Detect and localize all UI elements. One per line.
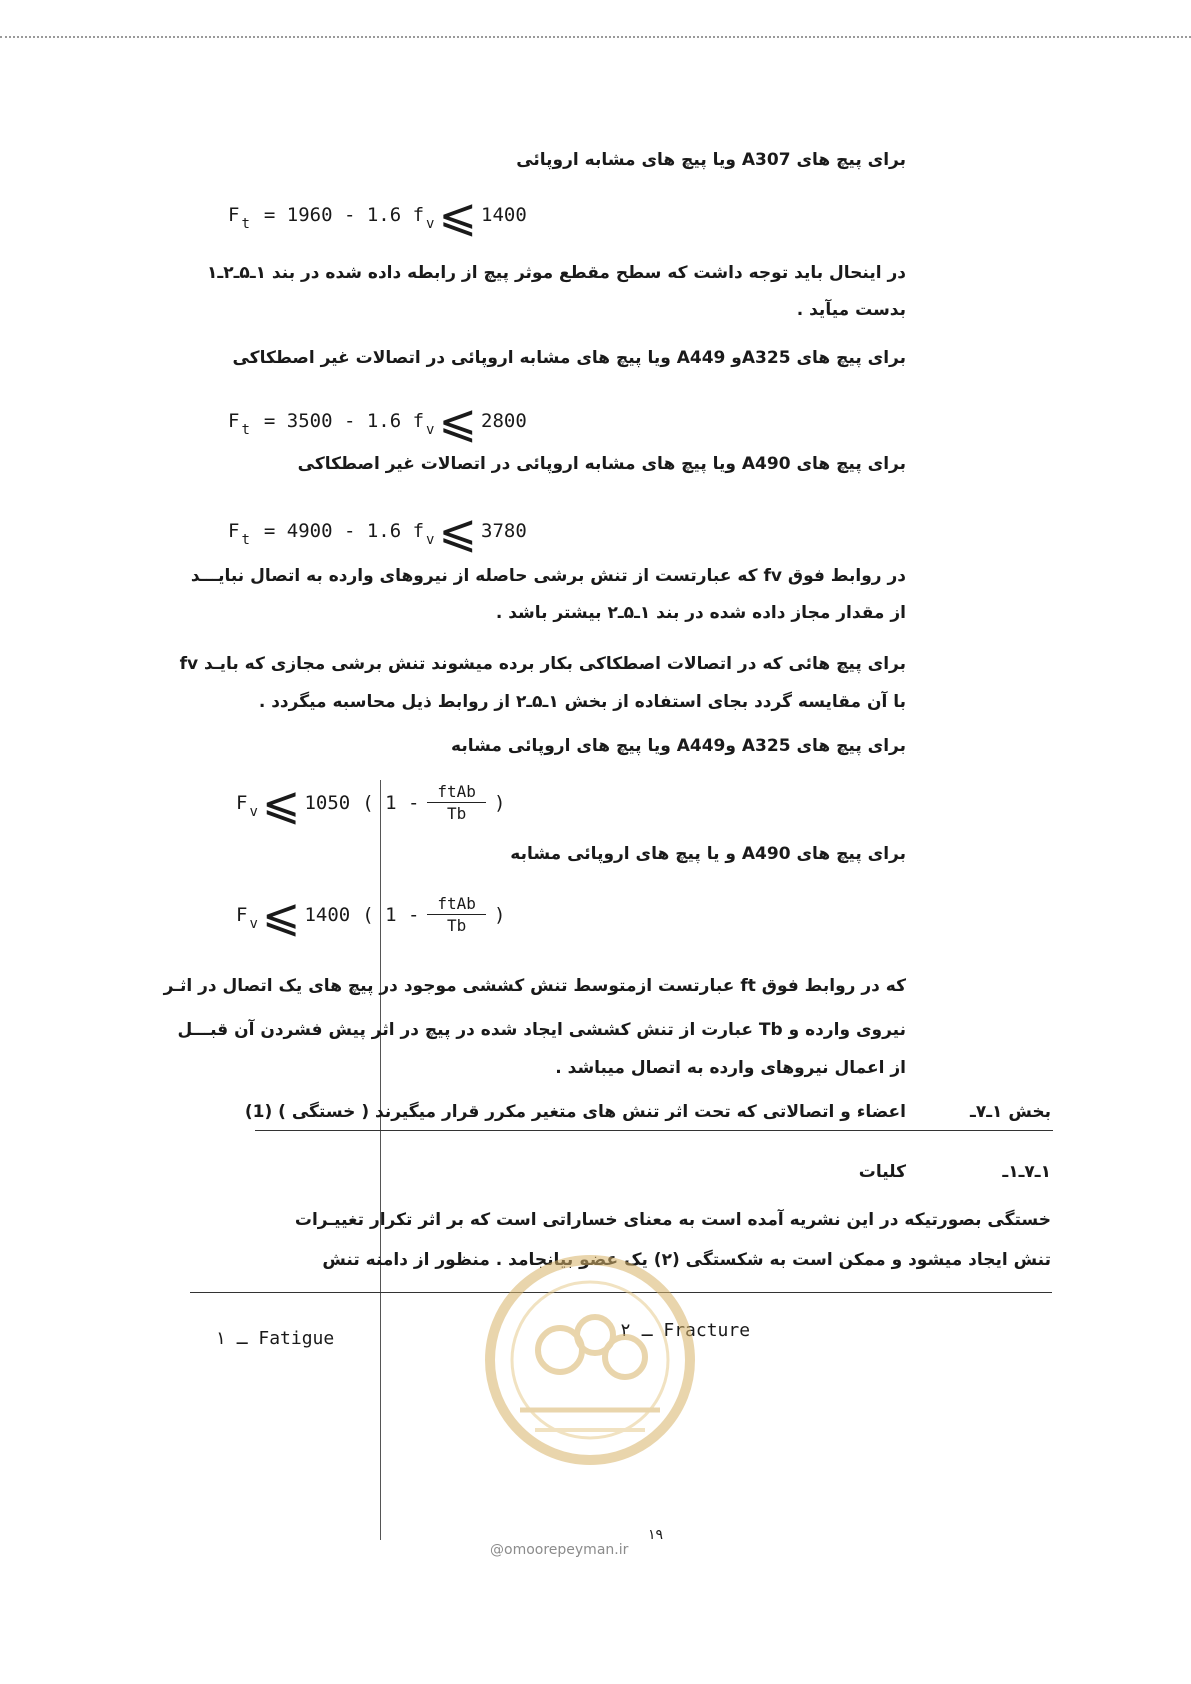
para-a325-friction: برای پیچ های A325 وA449 ویا پیچ های اروپائی مشابه: [451, 736, 906, 756]
section-underline: [255, 1130, 1053, 1131]
para-tb-def: نیروی وارده و Tb عبارت از تنش کششی ایجاد شده در پیچ در اثر پیش فشردن آن قبـــل: [177, 1020, 906, 1040]
top-scan-border: [0, 36, 1191, 38]
para-fv-def: در روابط فوق fv که عبارتست از تنش برشی حاصله از نیروهای وارده به اتصال نبایـــد: [190, 566, 906, 586]
para-fatigue-cont: تنش ایجاد میشود و ممکن است به شکستگی (۲) یک عضو بیانجامد . منظور از دامنه تنش: [322, 1250, 1051, 1270]
less-equal-sign: ⩽: [438, 188, 478, 242]
equation-ft-a325: F t = 3500 - 1.6 f v ⩽ 2800: [228, 394, 527, 448]
equation-ft-a307: F t = 1960 - 1.6 f v ⩽ 1400: [228, 188, 527, 242]
para-fv-def-cont: از مقدار مجاز داده شده در بند ۱ـ۵ـ۲ بیشتر باشد .: [495, 603, 906, 623]
footnote-fracture: ۲ ـ Fracture: [620, 1320, 751, 1341]
para-fatigue: خستگی بصورتیکه در این نشریه آمده است به معنای خساراتی است که بر اثر تکرار تغییـرات: [294, 1210, 1051, 1230]
para-a490-friction: برای پیچ های A490 و یا پیچ های اروپائی مشابه: [510, 844, 906, 864]
subsection-number: ۱ـ۷ـ۱ـ: [1002, 1162, 1051, 1182]
para-a325: برای پیچ های A325و A449 ویا پیچ های مشابه اروپائی در اتصالات غیر اصطکاکی: [232, 348, 906, 368]
para-friction: برای پیچ هائی که در اتصالات اصطکاکی بکار برده میشوند تنش برشی مجازی که بایـد fv: [179, 654, 906, 674]
para-friction-cont: با آن مقایسه گردد بجای استفاده از بخش ۱ـ۵ـ۲ از روابط ذیل محاسبه میگردد .: [258, 692, 906, 712]
para-tb-def-cont: از اعمال نیروهای وارده به اتصال میباشد .: [555, 1058, 906, 1078]
equation-fv-a490: F v ⩽ 1400 ( 1 - $\frac{\text{ftAb}}{Tb}$ ): [236, 888, 506, 942]
section-heading: اعضاء و اتصالاتی که تحت اثر تنش های متغیر مکرر قرار میگیرند ( خستگی ) (1): [244, 1102, 906, 1122]
subsection-title: کلیات: [858, 1162, 906, 1182]
para-a490: برای پیچ های A490 ویا پیچ های مشابه اروپائی در اتصالات غیر اصطکاکی: [297, 454, 906, 474]
watermark-logo-icon: [480, 1245, 700, 1475]
para-a307: برای پیچ های A307 ویا پیچ های مشابه اروپائی: [516, 150, 906, 170]
section-number: بخش ۱ـ۷ـ: [970, 1102, 1051, 1122]
less-equal-sign: ⩽: [438, 504, 478, 558]
watermark-site: @omoorepeyman.ir: [490, 1542, 629, 1558]
fraction: $\frac{\text{ftAb}}{Tb}$: [427, 784, 486, 822]
less-equal-sign: ⩽: [261, 888, 301, 942]
footnote-fatigue: ۱ ـ Fatigue: [215, 1328, 335, 1349]
para-effective-area-cont: بدست میآید .: [796, 300, 906, 320]
less-equal-sign: ⩽: [438, 394, 478, 448]
fraction: $\frac{\text{ftAb}}{Tb}$: [427, 896, 486, 934]
equation-ft-a490: F t = 4900 - 1.6 f v ⩽ 3780: [228, 504, 527, 558]
equation-fv-a325: F v ⩽ 1050 ( 1 - $\frac{\text{ftAb}}{Tb}$ ): [236, 776, 506, 830]
less-equal-sign: ⩽: [261, 776, 301, 830]
page-number: ۱۹: [648, 1527, 664, 1543]
para-ft-def: که در روابط فوق ft عبارتست ازمتوسط تنش کششی موجود در پیچ های یک اتصال در اثـر: [163, 976, 906, 996]
para-effective-area: در اینحال باید توجه داشت که سطح مقطع موثر پیچ از رابطه داده شده در بند ۱ـ۵ـ۲ـ۱: [207, 263, 906, 283]
